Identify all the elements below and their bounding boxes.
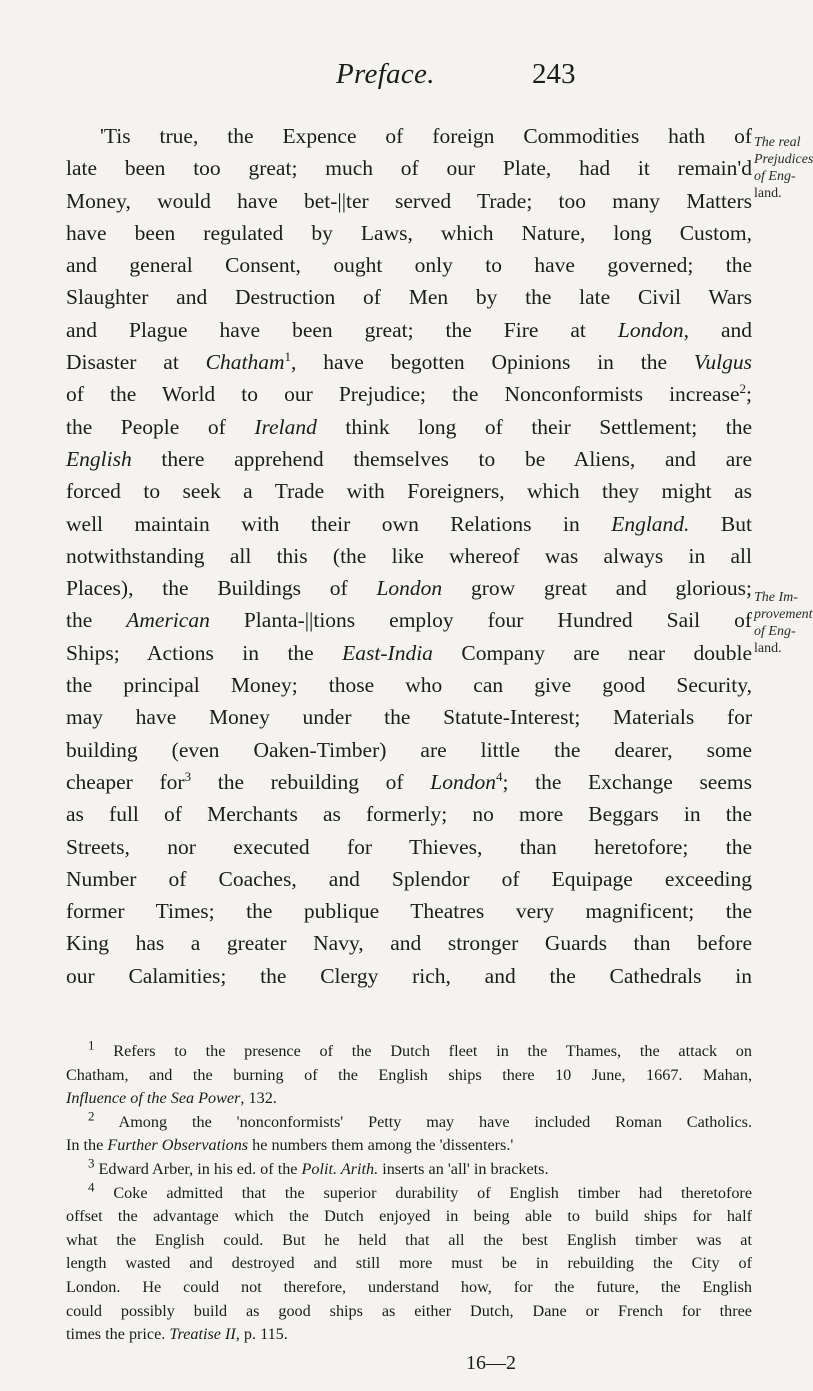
text-line: Streets, nor executed for Thieves, than heretofore; the xyxy=(66,834,752,859)
body-text xyxy=(66,120,752,992)
footnote-4: $^4$ Coke admitted that the superior durability of English timber had theretofore xyxy=(88,1179,753,1202)
text-line: building (even Oaken-Timber) are little the dearer, some xyxy=(66,737,752,762)
text-line: King has a greater Navy, and stronger Guards than before xyxy=(66,931,752,956)
footnote-4-cont: times the price. Treatise II, p. 115. xyxy=(66,1325,288,1344)
footnote-ref: 1 xyxy=(284,348,291,364)
footnote-2-cont: In the Further Observations he numbers them among the 'dissenters.' xyxy=(66,1136,514,1155)
text-line: Money, would have bet-||ter served Trade; too many Matters xyxy=(66,188,752,213)
text-line: and Plague have been great; the Fire at London, and xyxy=(66,317,753,342)
text-line: the People of Ireland think long of their Settlement; the xyxy=(66,414,752,439)
footnote-4-cont: could possibly build as good ships as either Dutch, Dane or French for three xyxy=(66,1301,752,1320)
marginal-note-improvement xyxy=(754,589,813,657)
footnote-1: $^1$ Refers to the presence of the Dutch fleet in the Thames, the attack on xyxy=(88,1037,752,1060)
text-line: may have Money under the Statute-Interest; Materials for xyxy=(66,705,752,730)
text-line: have been regulated by Laws, which Nature, long Custom, xyxy=(66,220,752,245)
marginal-note-line: Prejudices xyxy=(754,152,813,167)
footnote-ref: 2 xyxy=(739,381,747,397)
marginal-note-line: of Eng- xyxy=(754,624,796,639)
marginal-note-line: land. xyxy=(754,186,782,201)
signature-mark: 16—2 xyxy=(466,1352,516,1374)
marginal-note-line: The Im- xyxy=(754,590,798,605)
text-line: Disaster at Chatham$^1$, have begotten Opinions in the Vulgus xyxy=(66,348,753,375)
footnote-2: $^2$ Among the 'nonconformists' Petty may have included Roman Catholics. xyxy=(88,1108,753,1131)
text-line: as full of Merchants as formerly; no more Beggars in the xyxy=(66,802,752,827)
marginal-note-line: land. xyxy=(754,641,782,656)
marginal-note-line: provement xyxy=(754,607,813,622)
text-line: 'Tis true, the Expence of foreign Commodities hath of xyxy=(100,124,752,148)
text-line: notwithstanding all this (the like whereof was always in all xyxy=(66,543,752,568)
text-line: of the World to our Prejudice; the Nonconformists increase$^2$; xyxy=(66,381,752,407)
footnotes xyxy=(66,1037,753,1347)
footnote-4-cont: London. He could not therefore, understand how, for the future, the English xyxy=(66,1277,752,1296)
footnote-1-cont: Chatham, and the burning of the English ships there 10 June, 1667. Mahan, xyxy=(66,1065,752,1084)
marginal-note-real-prejudices xyxy=(754,134,813,202)
text-line: Ships; Actions in the East-India Company are near double xyxy=(66,640,752,665)
marginal-note-line: of Eng- xyxy=(754,169,796,184)
footnote-3: $^3$ Edward Arber, in his ed. of the Polit. Arith. inserts an 'all' in brackets. xyxy=(88,1155,549,1178)
marginal-note-line: The real xyxy=(754,135,801,150)
text-line: English there apprehend themselves to be Aliens, and are xyxy=(66,446,752,471)
text-line: Places), the Buildings of London grow great and glorious; xyxy=(66,576,752,601)
footnote-4-cont: what the English could. But he held that all the best English timber was at xyxy=(66,1230,752,1249)
text-line: and general Consent, ought only to have governed; the xyxy=(66,253,752,278)
text-line: cheaper for$^3$ the rebuilding of London$^4$; the Exchange seems xyxy=(66,768,752,794)
text-line: well maintain with their own Relations in England. But xyxy=(66,511,752,536)
text-line: forced to seek a Trade with Foreigners, which they might as xyxy=(66,479,752,504)
footnote-4-cont: offset the advantage which the Dutch enjoyed in being able to build ships for half xyxy=(66,1207,752,1226)
text-line: Number of Coaches, and Splendor of Equipage exceeding xyxy=(66,866,752,891)
footnote-ref: 3 xyxy=(184,768,192,784)
text-line: Slaughter and Destruction of Men by the late Civil Wars xyxy=(66,285,752,310)
running-head: Preface. xyxy=(336,58,435,90)
text-line: late been too great; much of our Plate, had it remain'd xyxy=(66,156,752,181)
text-line: former Times; the publique Theatres very magnificent; the xyxy=(66,899,752,924)
page-header xyxy=(0,58,800,98)
text-line: the principal Money; those who can give good Security, xyxy=(66,673,752,698)
text-line: the American Planta-||tions employ four Hundred Sail of xyxy=(66,608,752,633)
footnote-1-cont: Influence of the Sea Power, 132. xyxy=(66,1089,277,1108)
footnote-ref: 4 xyxy=(495,768,503,784)
text-line: our Calamities; the Clergy rich, and the Cathedrals in xyxy=(66,963,752,988)
page-number: 243 xyxy=(532,58,576,90)
footnote-4-cont: length wasted and destroyed and still more must be in rebuilding the City of xyxy=(66,1254,752,1273)
